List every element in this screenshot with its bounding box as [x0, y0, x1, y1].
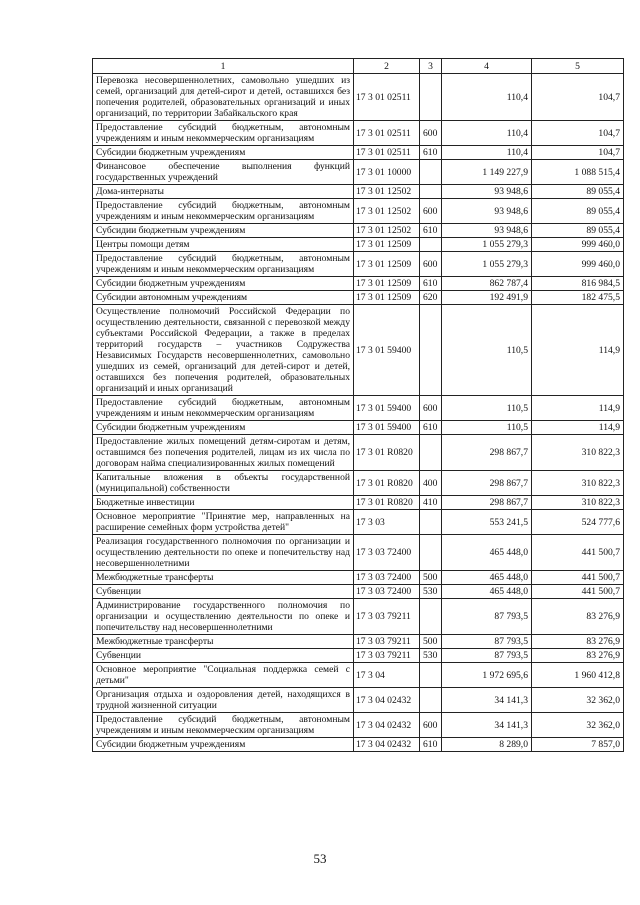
target-code-cell: 17 3 01 12509	[354, 277, 420, 291]
table-row	[93, 421, 624, 435]
amount-year2-cell: 89 055,4	[532, 199, 624, 224]
table-row	[93, 252, 624, 277]
expense-name-cell: Администрирование государственного полномочия по организации и осуществлению деятельности по опеке и попечительству над несовершеннолетними	[93, 599, 354, 635]
amount-year2-cell: 182 475,5	[532, 291, 624, 305]
amount-year1-cell: 110,4	[442, 146, 532, 160]
expense-type-cell: 530	[420, 585, 442, 599]
table-row	[93, 496, 624, 510]
expense-type-cell: 610	[420, 738, 442, 752]
target-code-cell: 17 3 01 12502	[354, 224, 420, 238]
target-code-cell: 17 3 01 R0820	[354, 496, 420, 510]
expense-name-cell: Финансовое обеспечение выполнения функций государственных учреждений	[93, 160, 354, 185]
target-code-cell: 17 3 04 02432	[354, 713, 420, 738]
target-code-cell: 17 3 04 02432	[354, 738, 420, 752]
table-row	[93, 663, 624, 688]
expense-type-cell	[420, 535, 442, 571]
amount-year1-cell: 110,5	[442, 421, 532, 435]
table-row	[93, 277, 624, 291]
amount-year1-cell: 110,5	[442, 305, 532, 396]
target-code-cell: 17 3 03 72400	[354, 571, 420, 585]
header-cell: 1	[93, 59, 354, 74]
amount-year2-cell: 310 822,3	[532, 435, 624, 471]
expense-name-cell: Капитальные вложения в объекты государственной (муниципальной) собственности	[93, 471, 354, 496]
amount-year1-cell: 110,4	[442, 121, 532, 146]
expense-name-cell: Предоставление субсидий бюджетным, автономным учреждениям и иным некоммерческим организациям	[93, 121, 354, 146]
expense-type-cell	[420, 663, 442, 688]
amount-year2-cell: 104,7	[532, 121, 624, 146]
header-row	[93, 59, 624, 74]
expense-name-cell: Субсидии автономным учреждениям	[93, 291, 354, 305]
header-cell: 3	[420, 59, 442, 74]
amount-year2-cell: 310 822,3	[532, 471, 624, 496]
amount-year1-cell: 465 448,0	[442, 585, 532, 599]
expense-type-cell	[420, 160, 442, 185]
expense-type-cell: 600	[420, 252, 442, 277]
amount-year1-cell: 553 241,5	[442, 510, 532, 535]
amount-year2-cell: 83 276,9	[532, 649, 624, 663]
expense-name-cell: Бюджетные инвестиции	[93, 496, 354, 510]
target-code-cell: 17 3 01 12502	[354, 185, 420, 199]
target-code-cell: 17 3 01 R0820	[354, 435, 420, 471]
expense-name-cell: Субсидии бюджетным учреждениям	[93, 277, 354, 291]
amount-year2-cell: 310 822,3	[532, 496, 624, 510]
expense-name-cell: Субсидии бюджетным учреждениям	[93, 738, 354, 752]
amount-year1-cell: 87 793,5	[442, 635, 532, 649]
table-row	[93, 238, 624, 252]
target-code-cell: 17 3 03	[354, 510, 420, 535]
expense-name-cell: Дома-интернаты	[93, 185, 354, 199]
expense-type-cell: 410	[420, 496, 442, 510]
expense-name-cell: Центры помощи детям	[93, 238, 354, 252]
target-code-cell: 17 3 03 79211	[354, 635, 420, 649]
target-code-cell: 17 3 03 79211	[354, 599, 420, 635]
target-code-cell: 17 3 01 02511	[354, 74, 420, 121]
amount-year2-cell: 89 055,4	[532, 185, 624, 199]
amount-year1-cell: 298 867,7	[442, 435, 532, 471]
table-row	[93, 74, 624, 121]
target-code-cell: 17 3 01 59400	[354, 421, 420, 435]
amount-year2-cell: 999 460,0	[532, 238, 624, 252]
expense-name-cell: Перевозка несовершеннолетних, самовольно ушедших из семей, организаций для детей-сирот и детей, оставшихся без попечения родителей, образовательных организаций и иных организаций, по территории Забайкальского края	[93, 74, 354, 121]
expense-name-cell: Реализация государственного полномочия по организации и осуществлению деятельности по опеке и попечительству над несовершеннолетними	[93, 535, 354, 571]
target-code-cell: 17 3 01 02511	[354, 121, 420, 146]
expense-name-cell: Организация отдыха и оздоровления детей, находящихся в трудной жизненной ситуации	[93, 688, 354, 713]
expense-name-cell: Межбюджетные трансферты	[93, 571, 354, 585]
expense-name-cell: Основное мероприятие "Принятие мер, направленных на расширение семейных форм устройства детей"	[93, 510, 354, 535]
header-cell: 2	[354, 59, 420, 74]
amount-year1-cell: 93 948,6	[442, 224, 532, 238]
expense-type-cell	[420, 688, 442, 713]
amount-year2-cell: 114,9	[532, 396, 624, 421]
table-row	[93, 471, 624, 496]
target-code-cell: 17 3 04 02432	[354, 688, 420, 713]
table-row	[93, 185, 624, 199]
expense-type-cell: 600	[420, 713, 442, 738]
expense-type-cell: 610	[420, 277, 442, 291]
amount-year1-cell: 862 787,4	[442, 277, 532, 291]
expense-name-cell: Основное мероприятие "Социальная поддержка семей с детьми"	[93, 663, 354, 688]
expense-type-cell	[420, 599, 442, 635]
expense-type-cell	[420, 305, 442, 396]
target-code-cell: 17 3 03 79211	[354, 649, 420, 663]
target-code-cell: 17 3 01 10000	[354, 160, 420, 185]
amount-year2-cell: 32 362,0	[532, 688, 624, 713]
table-row	[93, 291, 624, 305]
page-number: 53	[313, 851, 327, 866]
amount-year2-cell: 7 857,0	[532, 738, 624, 752]
amount-year1-cell: 1 972 695,6	[442, 663, 532, 688]
amount-year1-cell: 298 867,7	[442, 496, 532, 510]
table-row	[93, 396, 624, 421]
amount-year1-cell: 93 948,6	[442, 185, 532, 199]
amount-year1-cell: 8 289,0	[442, 738, 532, 752]
target-code-cell: 17 3 01 12502	[354, 199, 420, 224]
expense-name-cell: Субсидии бюджетным учреждениям	[93, 146, 354, 160]
table-row	[93, 510, 624, 535]
amount-year2-cell: 104,7	[532, 74, 624, 121]
table-row	[93, 121, 624, 146]
amount-year1-cell: 1 149 227,9	[442, 160, 532, 185]
amount-year1-cell: 34 141,3	[442, 713, 532, 738]
amount-year2-cell: 441 500,7	[532, 535, 624, 571]
expense-type-cell	[420, 185, 442, 199]
expense-type-cell	[420, 74, 442, 121]
expense-type-cell: 500	[420, 571, 442, 585]
amount-year2-cell: 524 777,6	[532, 510, 624, 535]
table-row	[93, 435, 624, 471]
expense-type-cell	[420, 435, 442, 471]
amount-year1-cell: 87 793,5	[442, 649, 532, 663]
amount-year2-cell: 441 500,7	[532, 571, 624, 585]
amount-year1-cell: 298 867,7	[442, 471, 532, 496]
amount-year2-cell: 83 276,9	[532, 635, 624, 649]
header-cell: 5	[532, 59, 624, 74]
amount-year1-cell: 192 491,9	[442, 291, 532, 305]
amount-year2-cell: 1 960 412,8	[532, 663, 624, 688]
budget-table	[92, 58, 624, 752]
table-row	[93, 713, 624, 738]
expense-type-cell: 610	[420, 421, 442, 435]
amount-year2-cell: 441 500,7	[532, 585, 624, 599]
target-code-cell: 17 3 03 72400	[354, 535, 420, 571]
amount-year1-cell: 110,5	[442, 396, 532, 421]
amount-year2-cell: 32 362,0	[532, 713, 624, 738]
expense-name-cell: Субвенции	[93, 649, 354, 663]
expense-type-cell	[420, 238, 442, 252]
target-code-cell: 17 3 01 12509	[354, 291, 420, 305]
expense-name-cell: Межбюджетные трансферты	[93, 635, 354, 649]
amount-year2-cell: 89 055,4	[532, 224, 624, 238]
expense-type-cell: 600	[420, 396, 442, 421]
table-row	[93, 224, 624, 238]
table-row	[93, 635, 624, 649]
expense-name-cell: Субсидии бюджетным учреждениям	[93, 224, 354, 238]
amount-year1-cell: 465 448,0	[442, 535, 532, 571]
expense-name-cell: Субвенции	[93, 585, 354, 599]
amount-year2-cell: 816 984,5	[532, 277, 624, 291]
expense-name-cell: Предоставление субсидий бюджетным, автономным учреждениям и иным некоммерческим организациям	[93, 713, 354, 738]
expense-type-cell: 600	[420, 199, 442, 224]
table-row	[93, 585, 624, 599]
expense-type-cell: 500	[420, 635, 442, 649]
table-row	[93, 571, 624, 585]
expense-name-cell: Осуществление полномочий Российской Федерации по осуществлению деятельности, связанной с перевозкой между субъектами Российской Федерации, а также в пределах территорий государств – участников Содружества Независимых Государств несовершеннолетних, самовольно ушедших из семей, организаций для детей-сирот и детей, оставшихся без попечения родителей, образовательных организаций и иных организаций	[93, 305, 354, 396]
expense-name-cell: Предоставление субсидий бюджетным, автономным учреждениям и иным некоммерческим организациям	[93, 396, 354, 421]
expense-type-cell: 400	[420, 471, 442, 496]
target-code-cell: 17 3 01 12509	[354, 238, 420, 252]
table-row	[93, 599, 624, 635]
target-code-cell: 17 3 01 59400	[354, 305, 420, 396]
amount-year1-cell: 1 055 279,3	[442, 238, 532, 252]
amount-year1-cell: 34 141,3	[442, 688, 532, 713]
amount-year2-cell: 114,9	[532, 421, 624, 435]
table-row	[93, 535, 624, 571]
expense-name-cell: Предоставление субсидий бюджетным, автономным учреждениям и иным некоммерческим организациям	[93, 199, 354, 224]
target-code-cell: 17 3 01 12509	[354, 252, 420, 277]
expense-name-cell: Субсидии бюджетным учреждениям	[93, 421, 354, 435]
header-cell: 4	[442, 59, 532, 74]
amount-year1-cell: 110,4	[442, 74, 532, 121]
amount-year1-cell: 465 448,0	[442, 571, 532, 585]
amount-year2-cell: 999 460,0	[532, 252, 624, 277]
table-row	[93, 199, 624, 224]
expense-type-cell	[420, 510, 442, 535]
expense-name-cell: Предоставление жилых помещений детям-сиротам и детям, оставшимся без попечения родителей, лицам из их числа по договорам найма специализированных жилых помещений	[93, 435, 354, 471]
table-row	[93, 305, 624, 396]
expense-type-cell: 530	[420, 649, 442, 663]
target-code-cell: 17 3 01 59400	[354, 396, 420, 421]
amount-year2-cell: 114,9	[532, 305, 624, 396]
table-row	[93, 738, 624, 752]
amount-year1-cell: 1 055 279,3	[442, 252, 532, 277]
expense-type-cell: 610	[420, 224, 442, 238]
expense-type-cell: 620	[420, 291, 442, 305]
expense-type-cell: 610	[420, 146, 442, 160]
target-code-cell: 17 3 03 72400	[354, 585, 420, 599]
expense-type-cell: 600	[420, 121, 442, 146]
expense-name-cell: Предоставление субсидий бюджетным, автономным учреждениям и иным некоммерческим организациям	[93, 252, 354, 277]
amount-year2-cell: 104,7	[532, 146, 624, 160]
target-code-cell: 17 3 01 02511	[354, 146, 420, 160]
table-row	[93, 160, 624, 185]
amount-year1-cell: 87 793,5	[442, 599, 532, 635]
target-code-cell: 17 3 04	[354, 663, 420, 688]
table-row	[93, 649, 624, 663]
target-code-cell: 17 3 01 R0820	[354, 471, 420, 496]
amount-year2-cell: 1 088 515,4	[532, 160, 624, 185]
table-row	[93, 688, 624, 713]
amount-year1-cell: 93 948,6	[442, 199, 532, 224]
table-row	[93, 146, 624, 160]
amount-year2-cell: 83 276,9	[532, 599, 624, 635]
